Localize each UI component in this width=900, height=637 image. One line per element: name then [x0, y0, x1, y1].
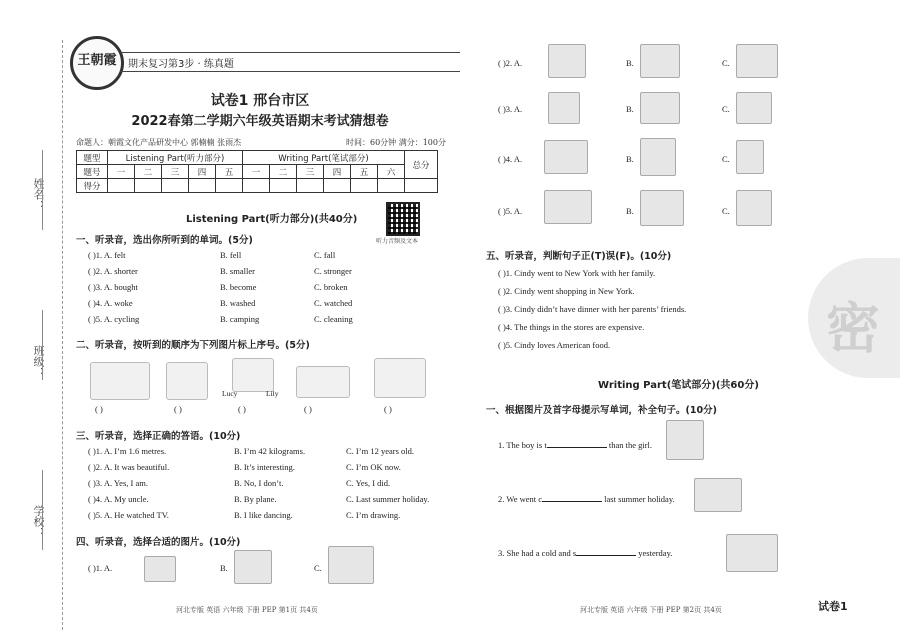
s1-q2-a: ( )2. A. shorter	[88, 266, 138, 276]
s4-q3-picture-a	[548, 92, 580, 124]
s4-q3-b: B.	[626, 104, 634, 114]
num-cell: 三	[297, 165, 324, 179]
score-input-cell[interactable]	[162, 179, 189, 193]
s4-q3-picture-b	[640, 92, 680, 124]
w1-q3-post: yesterday.	[636, 548, 673, 558]
s1-q2-b: B. smaller	[220, 266, 255, 276]
paper-tag: 试卷1	[818, 600, 848, 613]
row-header-type: 题型	[77, 151, 108, 165]
qr-code-icon[interactable]	[386, 202, 420, 236]
score-input-cell[interactable]	[297, 179, 324, 193]
s4-q5-picture-c	[736, 190, 772, 226]
name-line	[42, 150, 43, 230]
section5-title: 五、听录音，判断句子正(T)误(F)。(10分)	[486, 251, 672, 262]
s4-q2-c: C.	[722, 58, 730, 68]
num-cell: 四	[189, 165, 216, 179]
s5-q4: ( )4. The things in the stores are expensive.	[498, 322, 645, 332]
score-input-cell[interactable]	[108, 179, 135, 193]
s4-q2-picture-b	[640, 44, 680, 78]
s5-q1: ( )1. Cindy went to New York with her family.	[498, 268, 656, 278]
w1-q2-picture	[694, 478, 742, 512]
s4-q1-picture-b	[234, 550, 272, 584]
s5-q2: ( )2. Cindy went shopping in New York.	[498, 286, 635, 296]
num-cell: 五	[216, 165, 243, 179]
w1-q2	[498, 492, 675, 504]
section3-title: 三、听录音，选择正确的答语。(10分)	[76, 431, 241, 442]
s4-q4-b: B.	[626, 154, 634, 164]
s4-q5-c: C.	[722, 206, 730, 216]
num-cell: 六	[378, 165, 405, 179]
section2-title: 二、听录音，按听到的顺序为下列图片标上序号。(5分)	[76, 340, 310, 351]
s4-q5-picture-a	[544, 190, 592, 224]
authors-line: 命题人：朝霞文化产品研发中心 郭楠楠 张雨杰	[76, 138, 242, 147]
s4-q4-a: ( )4. A.	[498, 154, 523, 164]
class-line	[42, 310, 43, 380]
s1-q5-b: B. camping	[220, 314, 260, 324]
paper-title: 试卷1 邢台市区	[210, 93, 310, 109]
total-cell: 总分	[405, 151, 438, 179]
num-cell: 四	[324, 165, 351, 179]
stamp-char: 密	[826, 297, 880, 360]
w1-q3-blank[interactable]	[576, 546, 636, 556]
school-label: 学校：	[32, 505, 45, 538]
score-table	[76, 150, 438, 193]
picture-football	[374, 358, 426, 398]
s4-q1-picture-c	[328, 546, 374, 584]
num-cell: 三	[162, 165, 189, 179]
qr-label: 听力音频及文本	[376, 238, 419, 245]
s4-q1-c: C.	[314, 563, 322, 573]
s3-q1-b: B. I’m 42 kilograms.	[234, 446, 306, 456]
s3-q2-b: B. It’s interesting.	[234, 462, 295, 472]
score-input-cell[interactable]	[324, 179, 351, 193]
num-cell: 五	[351, 165, 378, 179]
score-input-cell[interactable]	[216, 179, 243, 193]
w1-q1-blank[interactable]	[547, 438, 607, 448]
confidential-stamp	[808, 258, 900, 378]
score-input-cell[interactable]	[378, 179, 405, 193]
s1-q5-a: ( )5. A. cycling	[88, 314, 140, 324]
s1-q1-c: C. fall	[314, 250, 336, 260]
writing-part-title: Writing Part(笔试部分)(共60分)	[598, 380, 759, 391]
w1-q1-pre: 1. The boy is t	[498, 440, 547, 450]
section4-title: 四、听录音，选择合适的图片。(10分)	[76, 537, 241, 548]
s1-q3-b: B. become	[220, 282, 257, 292]
s1-q5-c: C. cleaning	[314, 314, 353, 324]
row-header-number: 题号	[77, 165, 108, 179]
s3-q1-c: C. I’m 12 years old.	[346, 446, 414, 456]
s3-q2-a: ( )2. A. It was beautiful.	[88, 462, 170, 472]
s1-q1-a: ( )1. A. felt	[88, 250, 126, 260]
name-lucy: Lucy	[222, 389, 238, 398]
s2-bracket[interactable]: ( )	[238, 404, 246, 414]
s4-q4-c: C.	[722, 154, 730, 164]
s3-q5-a: ( )5. A. He watched TV.	[88, 510, 169, 520]
s2-bracket[interactable]: ( )	[174, 404, 182, 414]
s4-q1-picture-a	[144, 556, 176, 582]
s4-q2-b: B.	[626, 58, 634, 68]
s3-q2-c: C. I’m OK now.	[346, 462, 401, 472]
picture-swimming	[296, 366, 350, 398]
s1-q2-c: C. stronger	[314, 266, 352, 276]
s4-q4-picture-a	[544, 140, 588, 174]
s3-q5-b: B. I like dancing.	[234, 510, 293, 520]
w1-q2-post: last summer holiday.	[602, 494, 675, 504]
s4-q2-a: ( )2. A.	[498, 58, 523, 68]
picture-museum	[90, 362, 150, 400]
w1-q2-pre: 2. We went c	[498, 494, 543, 504]
s3-q4-a: ( )4. A. My uncle.	[88, 494, 149, 504]
w1-q1-post: than the girl.	[606, 440, 653, 450]
w1-q1-picture	[666, 420, 704, 460]
s3-q5-c: C. I’m drawing.	[346, 510, 401, 520]
s1-q4-a: ( )4. A. woke	[88, 298, 133, 308]
s3-q1-a: ( )1. A. I’m 1.6 metres.	[88, 446, 167, 456]
picture-lucy-lily	[232, 358, 274, 392]
s4-q3-c: C.	[722, 104, 730, 114]
score-input-cell[interactable]	[270, 179, 297, 193]
s3-q3-b: B. No, I don’t.	[234, 478, 284, 488]
picture-girl-phone	[166, 362, 208, 400]
writing-part-cell: Writing Part(笔试部分)	[243, 151, 405, 165]
s1-q3-c: C. broken	[314, 282, 348, 292]
s2-bracket[interactable]: ( )	[304, 404, 312, 414]
school-line	[42, 470, 43, 550]
section1-title: 一、听录音，选出你所听到的单词。(5分)	[76, 235, 253, 246]
footer-left: 河北专版 英语 六年级 下册 PEP 第1页 共4页	[176, 606, 318, 614]
w1-q1	[498, 438, 652, 450]
s4-q3-picture-c	[736, 92, 772, 124]
s4-q3-a: ( )3. A.	[498, 104, 523, 114]
name-label: 姓名：	[32, 178, 45, 211]
score-input-cell[interactable]	[135, 179, 162, 193]
time-score-line: 时间：60分钟 满分：100分	[346, 138, 446, 147]
exam-title: 2022春第二学期六年级英语期末考试猜想卷	[131, 114, 389, 129]
s5-q5: ( )5. Cindy loves American food.	[498, 340, 611, 350]
s3-q3-a: ( )3. A. Yes, I am.	[88, 478, 148, 488]
s3-q4-c: C. Last summer holiday.	[346, 494, 430, 504]
s4-q5-a: ( )5. A.	[498, 206, 523, 216]
name-lily: Lily	[266, 389, 279, 398]
score-input-cell[interactable]	[243, 179, 270, 193]
s4-q1-a: ( )1. A.	[88, 563, 113, 573]
w1-q3-picture	[726, 534, 778, 572]
s1-q3-a: ( )3. A. bought	[88, 282, 138, 292]
s4-q1-b: B.	[220, 563, 228, 573]
s2-bracket[interactable]: ( )	[95, 404, 103, 414]
w1-q2-blank[interactable]	[542, 492, 602, 502]
row-header-score: 得分	[77, 179, 108, 193]
s3-q4-b: B. By plane.	[234, 494, 277, 504]
num-cell: 二	[270, 165, 297, 179]
s4-q2-picture-c	[736, 44, 778, 78]
listening-part-cell: Listening Part(听力部分)	[108, 151, 243, 165]
num-cell: 一	[243, 165, 270, 179]
class-label: 班级：	[32, 345, 45, 378]
s4-q5-picture-b	[640, 190, 684, 226]
s1-q4-c: C. watched	[314, 298, 353, 308]
num-cell: 一	[108, 165, 135, 179]
s4-q5-b: B.	[626, 206, 634, 216]
s1-q4-b: B. washed	[220, 298, 256, 308]
s4-q4-picture-c	[736, 140, 764, 174]
publisher-logo: 王朝霞	[70, 36, 124, 90]
num-cell: 二	[135, 165, 162, 179]
footer-right: 河北专版 英语 六年级 下册 PEP 第2页 共4页	[580, 606, 722, 614]
writing1-title: 一、根据图片及首字母提示写单词，补全句子。(10分)	[486, 405, 717, 416]
s2-bracket[interactable]: ( )	[384, 404, 392, 414]
s1-q1-b: B. fell	[220, 250, 242, 260]
w1-q3	[498, 546, 672, 558]
s4-q2-picture-a	[548, 44, 586, 78]
s5-q3: ( )3. Cindy didn’t have dinner with her parents’ friends.	[498, 304, 687, 314]
banner-text: 期末复习第3步 · 练真题	[128, 59, 234, 70]
total-score-cell[interactable]	[405, 179, 438, 193]
s4-q4-picture-b	[640, 138, 676, 176]
w1-q3-pre: 3. She had a cold and s	[498, 548, 577, 558]
s3-q3-c: C. Yes, I did.	[346, 478, 391, 488]
score-input-cell[interactable]	[351, 179, 378, 193]
score-input-cell[interactable]	[189, 179, 216, 193]
listening-part-title: Listening Part(听力部分)(共40分)	[186, 214, 358, 225]
